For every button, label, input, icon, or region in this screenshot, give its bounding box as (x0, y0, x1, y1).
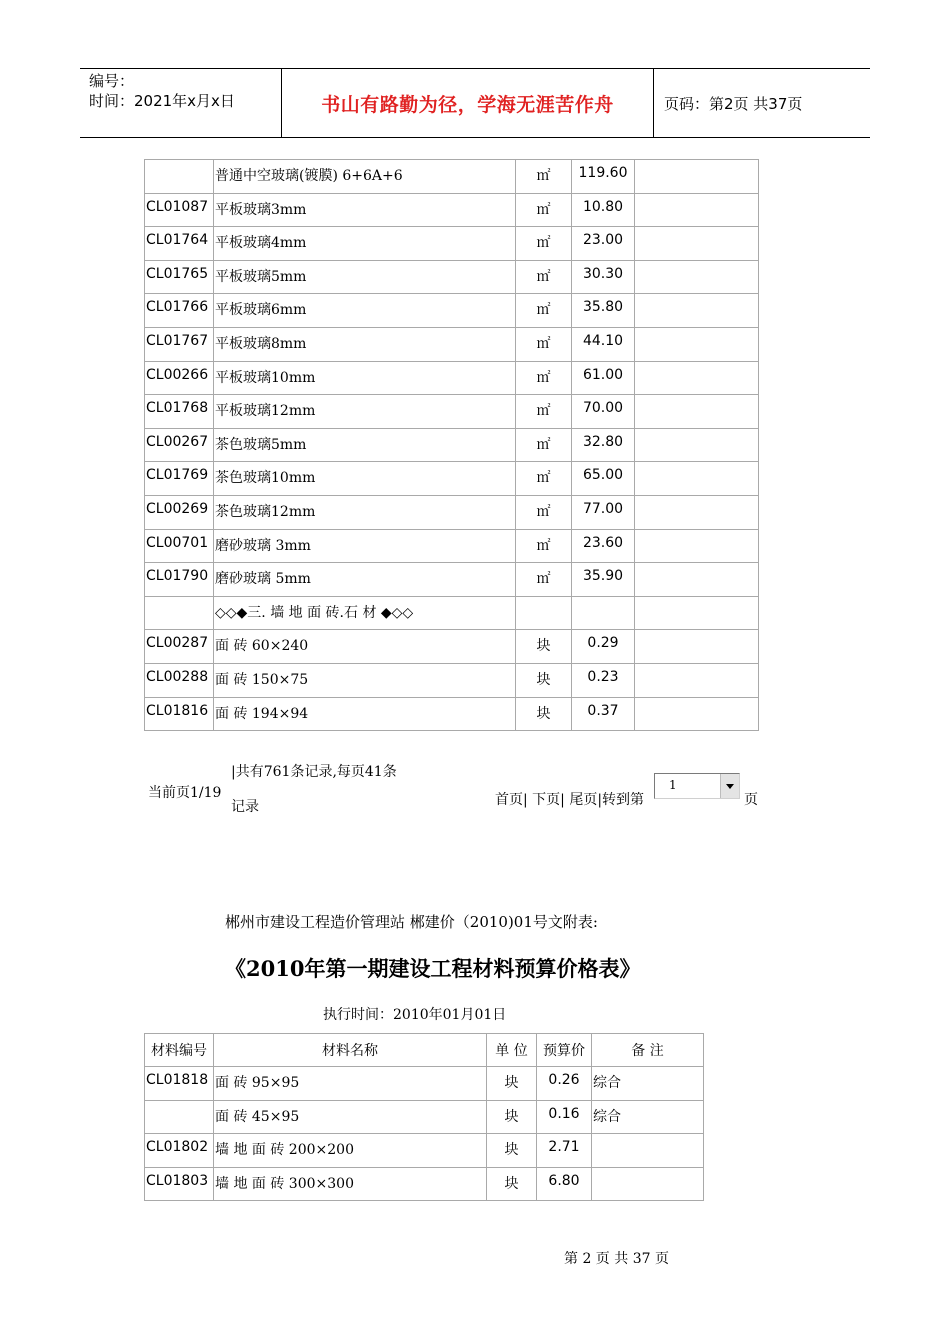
cell-name: 平板玻璃3mm (214, 193, 516, 227)
cell-note (635, 697, 759, 731)
cell-code: CL00287 (145, 630, 214, 664)
cell-unit: ㎡ (516, 260, 572, 294)
cell-code (145, 1100, 214, 1134)
pager-links[interactable]: 首页| 下页| 尾页|转到第 (495, 792, 645, 808)
cell-unit: ㎡ (516, 160, 572, 194)
cell-name: 平板玻璃4mm (214, 227, 516, 261)
cell-price (572, 596, 635, 630)
cell-note (635, 596, 759, 630)
cell-price: 0.16 (537, 1100, 592, 1134)
cell-price: 70.00 (572, 395, 635, 429)
cell-code: CL01764 (145, 227, 214, 261)
table-row (145, 495, 759, 529)
cell-name: 平板玻璃12mm (214, 395, 516, 429)
cell-unit: 块 (487, 1134, 537, 1168)
cell-price: 0.29 (572, 630, 635, 664)
materials-table (144, 1033, 704, 1201)
cell-code: CL01087 (145, 193, 214, 227)
cell-price: 44.10 (572, 327, 635, 361)
cell-price: 35.90 (572, 563, 635, 597)
pager-total (231, 764, 397, 815)
cell-unit: ㎡ (516, 395, 572, 429)
cell-price: 77.00 (572, 495, 635, 529)
table-row (145, 529, 759, 563)
cell-unit: 块 (487, 1067, 537, 1101)
cell-code: CL01818 (145, 1067, 214, 1101)
cell-name: 墙 地 面 砖 200×200 (214, 1134, 487, 1168)
doc-title: 《2010年第一期建设工程材料预算价格表》 (225, 956, 641, 981)
cell-note (635, 227, 759, 261)
materials-table-body (145, 160, 759, 731)
materials-table-continued (144, 159, 759, 731)
cell-price: 23.60 (572, 529, 635, 563)
cell-name: 面 砖 95×95 (214, 1067, 487, 1101)
cell-name: 茶色玻璃5mm (214, 428, 516, 462)
cell-name: 平板玻璃10mm (214, 361, 516, 395)
cell-note (635, 395, 759, 429)
cell-name: 普通中空玻璃(镀膜) 6+6A+6 (214, 160, 516, 194)
cell-unit: ㎡ (516, 495, 572, 529)
cell-note (635, 160, 759, 194)
cell-code: CL01803 (145, 1167, 214, 1201)
cell-name: 面 砖 60×240 (214, 630, 516, 664)
cell-unit: ㎡ (516, 227, 572, 261)
cell-name: 茶色玻璃12mm (214, 495, 516, 529)
cell-code: CL01802 (145, 1134, 214, 1168)
cell-code: CL01767 (145, 327, 214, 361)
cell-note (635, 462, 759, 496)
cell-note (635, 428, 759, 462)
cell-unit: ㎡ (516, 529, 572, 563)
cell-price: 6.80 (537, 1167, 592, 1201)
cell-note (635, 495, 759, 529)
cell-unit: ㎡ (516, 462, 572, 496)
cell-note (635, 193, 759, 227)
cell-unit: ㎡ (516, 428, 572, 462)
cell-name: 茶色玻璃10mm (214, 462, 516, 496)
cell-code: CL01816 (145, 697, 214, 731)
cell-price: 119.60 (572, 160, 635, 194)
table-row (145, 596, 759, 630)
cell-price: 32.80 (572, 428, 635, 462)
cell-note (635, 663, 759, 697)
cell-price: 2.71 (537, 1134, 592, 1168)
cell-name: 磨砂玻璃 3mm (214, 529, 516, 563)
table-row (145, 1067, 704, 1101)
cell-price: 0.26 (537, 1067, 592, 1101)
cell-code: CL00269 (145, 495, 214, 529)
cell-unit: ㎡ (516, 193, 572, 227)
cell-note (635, 361, 759, 395)
cell-unit: 块 (487, 1167, 537, 1201)
cell-price: 0.23 (572, 663, 635, 697)
cell-code: CL01769 (145, 462, 214, 496)
table-row (145, 697, 759, 731)
table-row (145, 1134, 704, 1168)
cell-unit: 块 (516, 663, 572, 697)
header-meta (80, 69, 282, 137)
table-row (145, 160, 759, 194)
cell-unit: ㎡ (516, 361, 572, 395)
cell-price: 10.80 (572, 193, 635, 227)
cell-note: 综合 (592, 1067, 704, 1101)
cell-unit: ㎡ (516, 327, 572, 361)
cell-note (592, 1167, 704, 1201)
chevron-down-icon[interactable] (720, 774, 739, 798)
cell-price: 0.37 (572, 697, 635, 731)
cell-code: CL00266 (145, 361, 214, 395)
page-select[interactable] (654, 773, 740, 799)
cell-note: 综合 (592, 1100, 704, 1134)
cell-unit: 块 (516, 630, 572, 664)
cell-note (635, 294, 759, 328)
page-header (80, 68, 870, 138)
cell-price: 61.00 (572, 361, 635, 395)
cell-name: 墙 地 面 砖 300×300 (214, 1167, 487, 1201)
cell-note (635, 260, 759, 294)
cell-name: 平板玻璃5mm (214, 260, 516, 294)
cell-note (635, 529, 759, 563)
cell-note (635, 327, 759, 361)
page-select-value: 1 (669, 778, 677, 792)
cell-code (145, 160, 214, 194)
time-label: 时间：2021年x月x日 (89, 92, 235, 110)
cell-code: CL01768 (145, 395, 214, 429)
cell-name: 面 砖 194×94 (214, 697, 516, 731)
header-name: 材料名称 (214, 1034, 487, 1067)
cell-code: CL01765 (145, 260, 214, 294)
cell-price: 30.30 (572, 260, 635, 294)
header-note: 备 注 (592, 1034, 704, 1067)
cell-code: CL01790 (145, 563, 214, 597)
page-footer: 第 2 页 共 37 页 (564, 1251, 669, 1267)
table-row (145, 663, 759, 697)
materials-table-body-2 (145, 1067, 704, 1201)
table-row (145, 1100, 704, 1134)
cell-code: CL00267 (145, 428, 214, 462)
header-code: 材料编号 (145, 1034, 214, 1067)
table-row (145, 428, 759, 462)
table-row (145, 563, 759, 597)
number-label: 编号： (89, 72, 135, 90)
cell-unit: ㎡ (516, 563, 572, 597)
table-row (145, 395, 759, 429)
cell-price: 35.80 (572, 294, 635, 328)
cell-price: 23.00 (572, 227, 635, 261)
table-row (145, 327, 759, 361)
table-row (145, 1167, 704, 1201)
pager-total-line1: |共有761条记录,每页41条 (231, 764, 397, 780)
table-row (145, 361, 759, 395)
table-row (145, 294, 759, 328)
cell-unit: 块 (487, 1100, 537, 1134)
header-unit: 单 位 (487, 1034, 537, 1067)
table-row (145, 630, 759, 664)
pager-total-line2: 记录 (231, 799, 259, 815)
cell-code: CL00701 (145, 529, 214, 563)
cell-unit: ㎡ (516, 294, 572, 328)
header-page-info: 页码：第2页 共37页 (664, 94, 803, 113)
cell-unit (516, 596, 572, 630)
cell-name: 磨砂玻璃 5mm (214, 563, 516, 597)
cell-price: 65.00 (572, 462, 635, 496)
header-price: 预算价 (537, 1034, 592, 1067)
cell-code (145, 596, 214, 630)
table-row (145, 260, 759, 294)
cell-note (635, 630, 759, 664)
cell-note (635, 563, 759, 597)
cell-code: CL00288 (145, 663, 214, 697)
doc-exec-time: 执行时间：2010年01月01日 (323, 1007, 507, 1023)
cell-name: 平板玻璃8mm (214, 327, 516, 361)
header-motto: 书山有路勤为径，学海无涯苦作舟 (282, 69, 654, 137)
table-row (145, 462, 759, 496)
cell-unit: 块 (516, 697, 572, 731)
pager-suffix: 页 (744, 792, 758, 808)
table-row (145, 227, 759, 261)
table-header-row (145, 1034, 704, 1067)
cell-name: ◇◇◆三. 墙 地 面 砖.石 材 ◆◇◇ (214, 596, 516, 630)
cell-note (592, 1134, 704, 1168)
cell-name: 平板玻璃6mm (214, 294, 516, 328)
table-row (145, 193, 759, 227)
cell-code: CL01766 (145, 294, 214, 328)
cell-name: 面 砖 150×75 (214, 663, 516, 697)
cell-name: 面 砖 45×95 (214, 1100, 487, 1134)
pager-current: 当前页1/19 (148, 785, 222, 801)
doc-issuer: 郴州市建设工程造价管理站 郴建价（2010)01号文附表: (225, 913, 598, 931)
